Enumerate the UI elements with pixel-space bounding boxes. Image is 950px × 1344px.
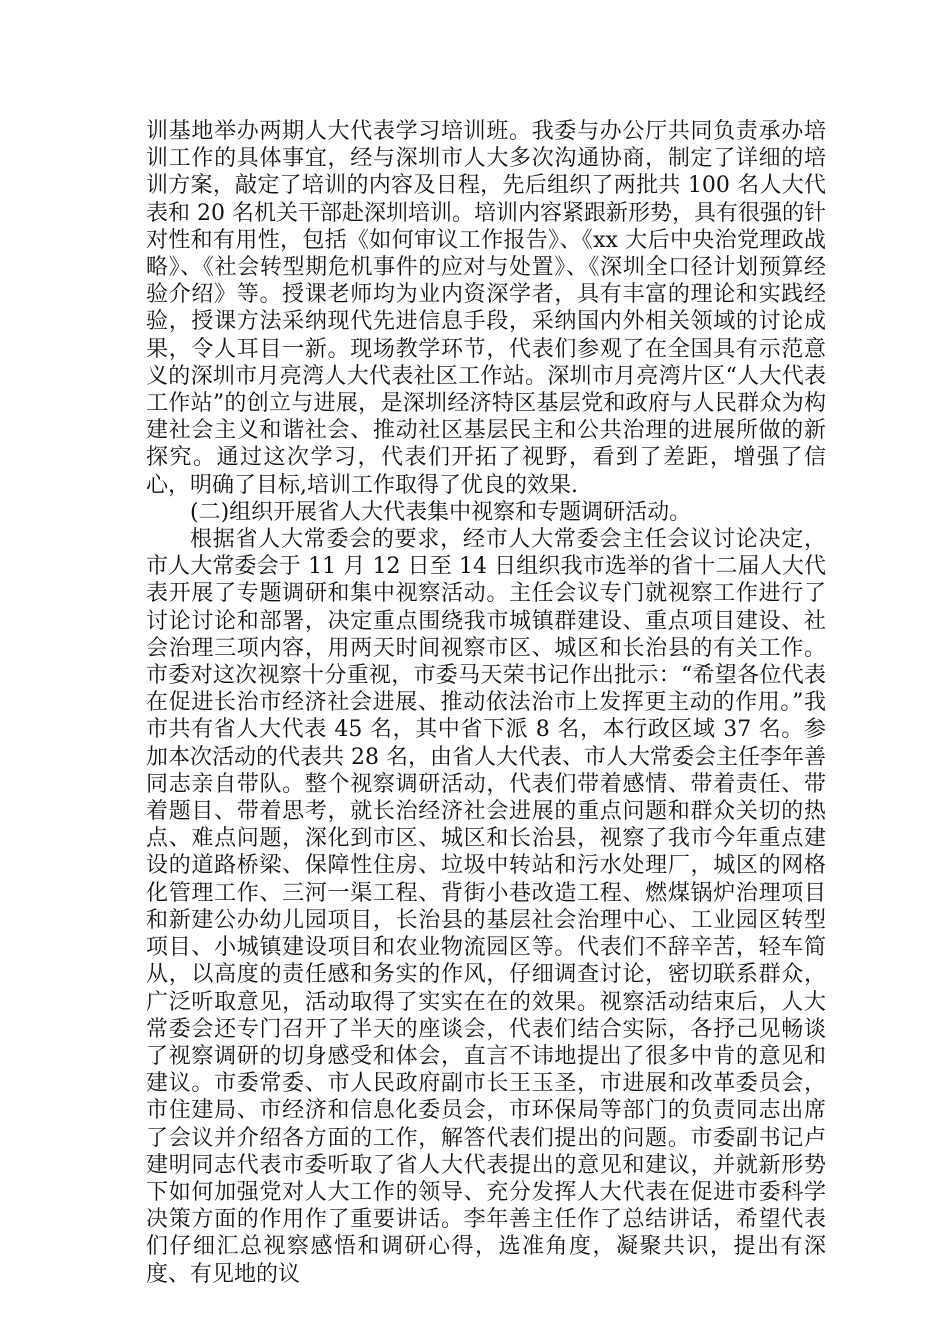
document-page xyxy=(146,118,826,1288)
section-heading-inspection: (二)组织开展省人大代表集中视察和专题调研活动。 xyxy=(190,499,692,525)
body-paragraph-training: 训基地举办两期人大代表学习培训班。我委与办公厅共同负责承办培训工作的具体事宜，经与深圳市人大多次沟通协商，制定了详细的培训方案，敲定了培训的内容及日程，先后组织了两批共 100 名人大代表和 20 名机关干部赴深圳培训。培训内容紧跟新形势，具有很强的针对性和有用性，包括《如何审议工作报告》、《xx 大后中央治党理政战略》、《社会转型期危机事件的应对与处置》、《深圳全口径计划预算经验介绍》等。授课老师均为业内资深学者，具有丰富的理论和实践经验，授课方法采纳现代先进信息手段，采纳国内外相关领域的讨论成果，令人耳目一新。现场教学环节，代表们参观了在全国具有示范意义的深圳市月亮湾人大代表社区工作站。深圳市月亮湾片区“人大代表工作站”的创立与进展，是深圳经济特区基层党和政府与人民群众为构建社会主义和谐社会、推动社区基层民主和公共治理的进展所做的新探究。通过这次学习，代表们开拓了视野，看到了差距，增强了信心，明确了目标,培训工作取得了优良的效果. xyxy=(146,119,826,498)
body-paragraph-inspection: 根据省人大常委会的要求，经市人大常委会主任会议讨论决定，市人大常委会于 11 月 12 日至 14 日组织我市选举的省十二届人大代表开展了专题调研和集中视察活动。主任会议专门就视察工作进行了讨论讨论和部署，决定重点围绕我市城镇群建设、重点项目建设、社会治理三项内容，用两天时间视察市区、城区和长治县的有关工作。市委对这次视察十分重视，市委马天荣书记作出批示：“希望各位代表在促进长治市经济社会进展、推动依法治市上发挥更主动的作用。”我市共有省人大代表 45 名，其中省下派 8 名，本行政区域 37 名。参加本次活动的代表共 28 名，由省人大代表、市人大常委会主任李年善同志亲自带队。整个视察调研活动，代表们带着感情、带着责任、带着题目、带着思考，就长治经济社会进展的重点问题和群众关切的热点、难点问题，深化到市区、城区和长治县，视察了我市今年重点建设的道路桥梁、保障性住房、垃圾中转站和污水处理厂，城区的网格化管理工作、三河一渠工程、背街小巷改造工程、燃煤锅炉治理项目和新建公办幼儿园项目，长治县的基层社会治理中心、工业园区转型项目、小城镇建设项目和农业物流园区等。代表们不辞辛苦，轻车简从，以高度的责任感和务实的作风，仔细调查讨论，密切联系群众，广泛听取意见，活动取得了实实在在的效果。视察活动结束后，人大常委会还专门召开了半天的座谈会，代表们结合实际，各抒己见畅谈了视察调研的切身感受和体会，直言不讳地提出了很多中肯的意见和建议。市委常委、市人民政府副市长王玉圣，市进展和改革委员会，市住建局、市经济和信息化委员会，市环保局等部门的负责同志出席了会议并介绍各方面的工作，解答代表们提出的问题。市委副书记卢建明同志代表市委听取了省人大代表提出的意见和建议，并就新形势下如何加强党对人大工作的领导、充分发挥人大代表在促进市委科学决策方面的作用作了重要讲话。李年善主任作了总结讲话，希望代表们仔细汇总视察感悟和调研心得，选准角度，凝聚共识，提出有深度、有见地的议 xyxy=(146,527,826,1287)
